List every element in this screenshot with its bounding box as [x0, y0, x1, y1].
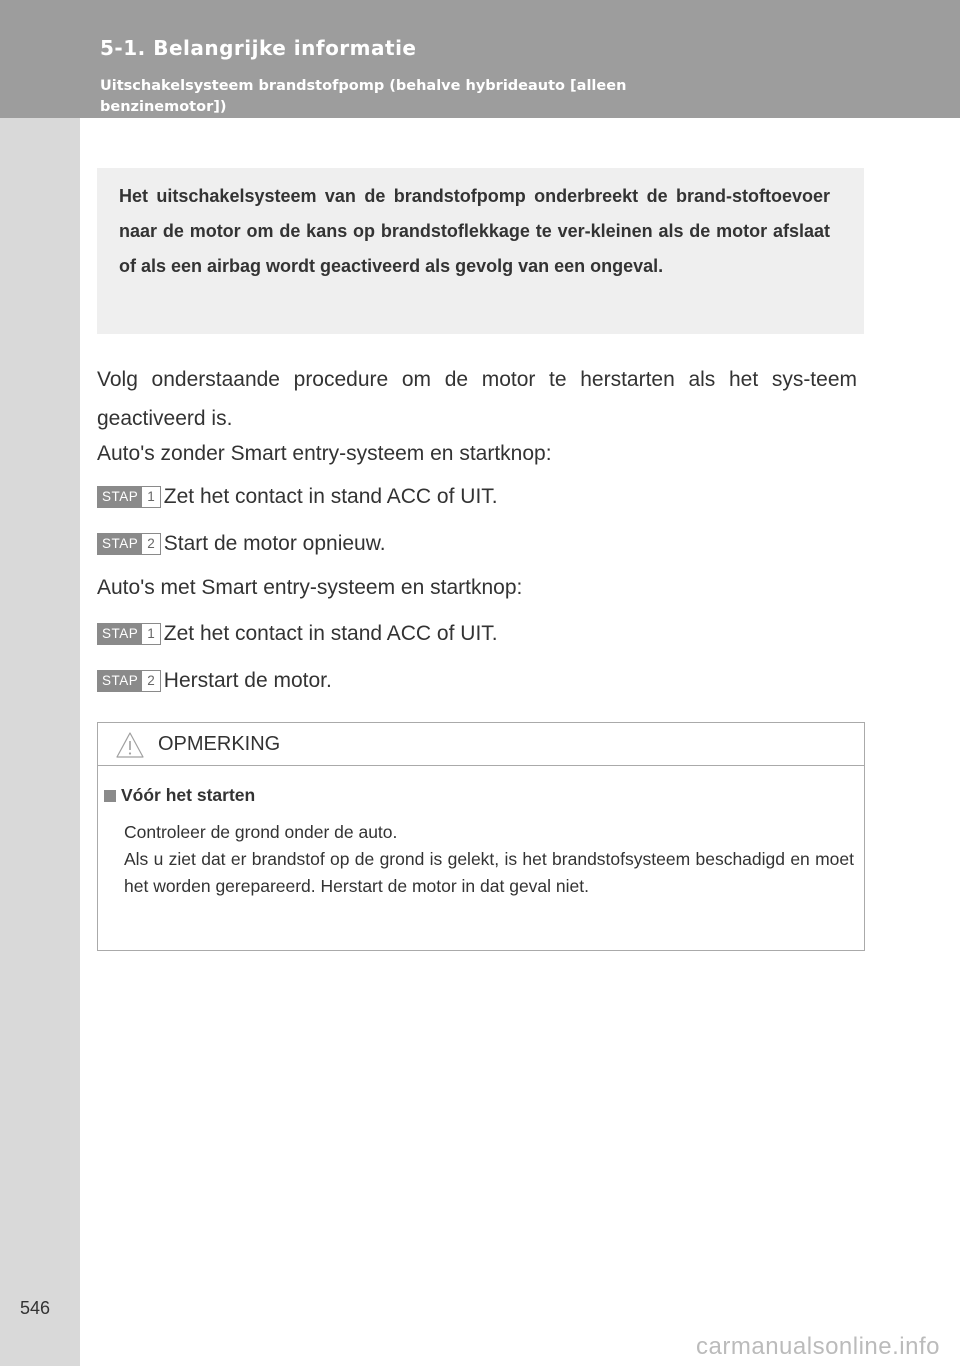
group2-heading: Auto's met Smart entry-systeem en startknop:: [97, 576, 523, 599]
intro-box: [97, 168, 864, 334]
note-subtitle: Vóór het starten: [121, 785, 256, 805]
step-text: Herstart de motor.: [163, 669, 332, 692]
group1-step-2: [97, 530, 386, 558]
step-badge: [97, 670, 161, 692]
note-subheading: [104, 785, 255, 806]
warning-triangle-icon: [115, 731, 145, 759]
note-title: OPMERKING: [158, 733, 281, 755]
left-margin: [0, 0, 80, 1366]
note-header: [98, 723, 864, 766]
note-text-line1: Controleer de grond onder de auto.: [124, 822, 398, 842]
step-badge-number: 2: [147, 673, 155, 688]
step-badge-number: 2: [147, 536, 155, 551]
page-header: [0, 0, 960, 118]
page-number: 546: [20, 1298, 51, 1318]
note-box: [97, 722, 865, 951]
note-text: [124, 819, 854, 900]
step-badge-word: STAP: [98, 487, 142, 507]
watermark: carmanualsonline.info: [696, 1333, 940, 1360]
step-text: Zet het contact in stand ACC of UIT.: [163, 485, 498, 508]
step-badge-word: STAP: [98, 624, 142, 644]
step-badge-number: 1: [147, 489, 155, 504]
step-text: Start de motor opnieuw.: [163, 532, 386, 555]
step-badge: [97, 486, 161, 508]
step-text: Zet het contact in stand ACC of UIT.: [163, 622, 498, 645]
group2-step-2: [97, 667, 332, 695]
square-bullet-icon: [104, 790, 116, 802]
group1-heading: Auto's zonder Smart entry-systeem en startknop:: [97, 442, 552, 465]
step-badge: [97, 623, 161, 645]
procedure-paragraph: Volg onderstaande procedure om de motor te herstarten als het sys-teem geactiveerd is.: [97, 368, 857, 430]
step-badge-word: STAP: [98, 534, 142, 554]
group1-step-1: [97, 483, 498, 511]
intro-text: Het uitschakelsysteem van de brandstofpomp onderbreekt de brand-stoftoevoer naar de motor om de kans op brandstoflekkage te ver-kleinen als de motor afslaat of als een airbag wordt geactiveerd als gevolg van een ongeval.: [119, 186, 830, 276]
step-badge: [97, 533, 161, 555]
step-badge-word: STAP: [98, 671, 142, 691]
section-subtitle: Uitschakelsysteem brandstofpomp (behalve hybrideauto [alleen benzinemotor]): [100, 78, 627, 115]
note-text-rest: Als u ziet dat er brandstof op de grond is gelekt, is het brandstofsysteem beschadigd en moet het worden gerepareerd. Herstart de motor in dat geval niet.: [124, 849, 854, 896]
group2-step-1: [97, 620, 498, 648]
step-badge-number: 1: [147, 626, 155, 641]
section-title: 5-1. Belangrijke informatie: [100, 36, 417, 60]
